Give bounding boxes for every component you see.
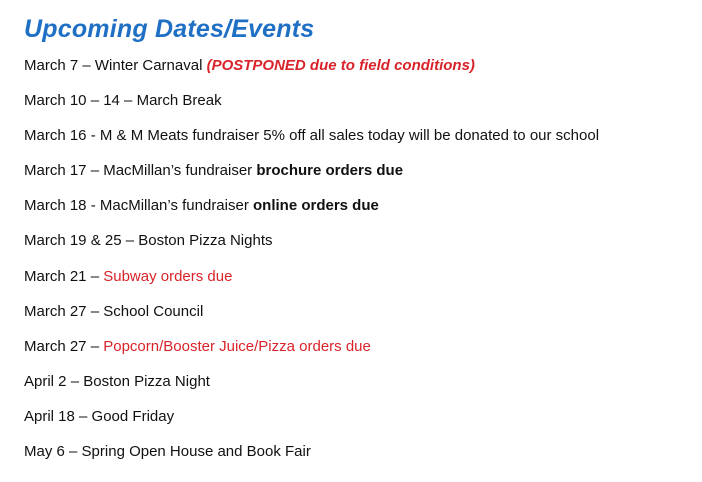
event-separator: -	[86, 127, 100, 145]
event-separator: -	[86, 197, 100, 215]
event-separator: –	[74, 407, 92, 425]
event-emphasis: online orders due	[253, 197, 379, 215]
event-item	[24, 267, 694, 302]
event-item	[24, 372, 694, 407]
event-item	[24, 196, 694, 231]
event-item	[24, 302, 694, 337]
events-list	[24, 56, 694, 477]
event-text: Winter Carnaval	[94, 57, 207, 74]
event-text: March Break	[136, 92, 222, 110]
event-text: MacMillan’s fundraiser	[103, 162, 257, 180]
event-text: Boston Pizza Night	[83, 372, 210, 390]
event-item	[24, 126, 694, 161]
event-item	[24, 161, 694, 196]
event-text: Boston Pizza Nights	[138, 232, 273, 250]
event-separator: –	[121, 232, 139, 250]
event-separator: –	[78, 57, 95, 74]
event-date: March 21	[24, 267, 87, 285]
event-date: March 19 & 25	[24, 232, 122, 250]
event-item	[24, 442, 694, 477]
event-item	[24, 91, 694, 126]
page-title: Upcoming Dates/Events	[24, 15, 315, 43]
event-text: School Council	[103, 302, 204, 320]
event-separator: –	[86, 267, 104, 285]
event-item	[24, 337, 694, 372]
event-date: March 17	[24, 162, 87, 180]
event-emphasis: brochure orders due	[256, 162, 404, 180]
event-date: March 10 – 14	[24, 92, 120, 110]
event-item	[24, 407, 694, 442]
event-text-highlighted: Subway orders due	[103, 267, 233, 285]
event-date: April 2	[24, 372, 67, 390]
event-date: May 6	[24, 443, 65, 461]
event-text: MacMillan’s fundraiser	[99, 197, 253, 215]
event-text: Good Friday	[91, 407, 175, 425]
event-separator: –	[119, 92, 137, 110]
event-item	[24, 231, 694, 266]
event-separator: –	[86, 302, 104, 320]
event-date: March 27	[24, 337, 87, 355]
events-document	[24, 12, 694, 477]
event-text: M & M Meats fundraiser 5% off all sales today will be donated to our school	[99, 127, 600, 145]
event-date: March 18	[24, 197, 87, 215]
event-date: April 18	[24, 407, 75, 425]
event-text: Spring Open House and Book Fair	[81, 443, 311, 461]
event-date: March 16	[24, 127, 87, 145]
event-text-highlighted: Popcorn/Booster Juice/Pizza orders due	[103, 337, 371, 355]
event-item	[24, 56, 694, 91]
event-date: March 7	[24, 57, 79, 74]
event-separator: –	[64, 443, 82, 461]
event-separator: –	[66, 372, 84, 390]
event-postponed-note: (POSTPONED due to field conditions)	[206, 57, 475, 74]
event-separator: –	[86, 337, 104, 355]
event-date: March 27	[24, 302, 87, 320]
event-separator: –	[86, 162, 104, 180]
